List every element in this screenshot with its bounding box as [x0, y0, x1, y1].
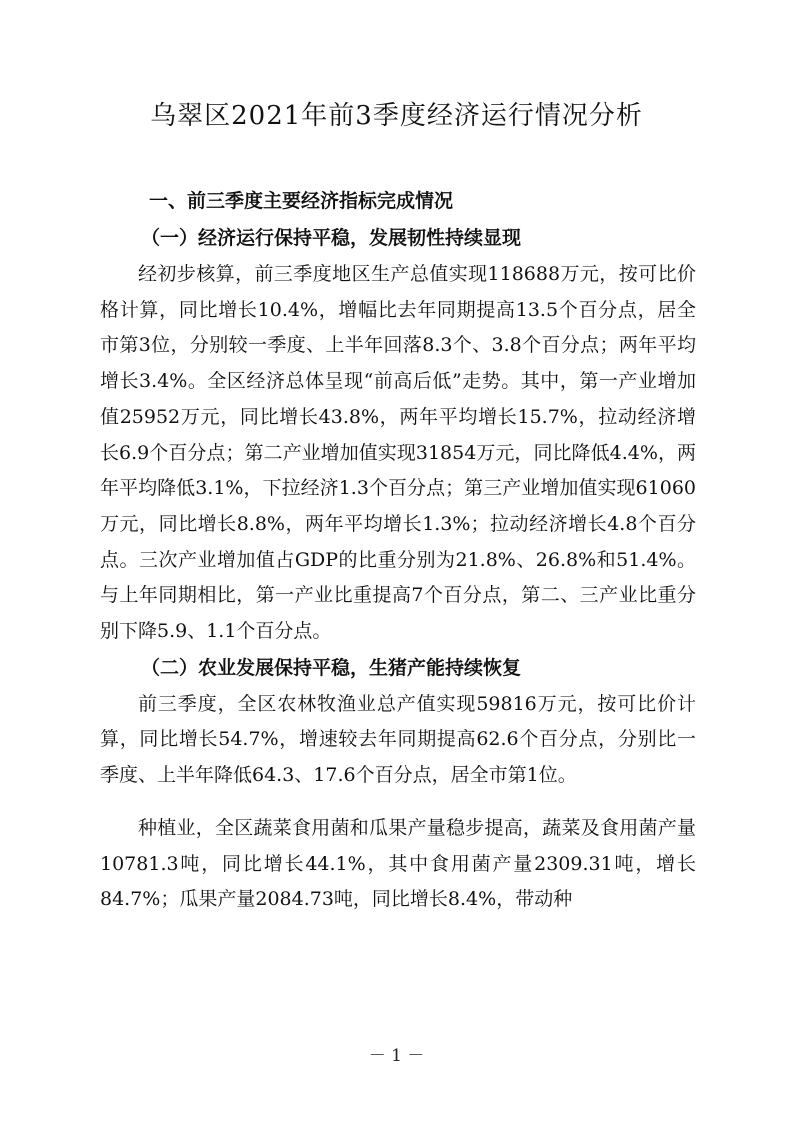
page-number: － 1 － — [368, 1046, 425, 1066]
paragraph-gdp: 经初步核算，前三季度地区生产总值实现118688万元，按可比价格计算，同比增长10.4%，增幅比去年同期提高13.5个百分点，居全市第3位，分别较一季度、上半年回落8.3个、3.8个百分点；两年平均增长3.4%。全区经济总体呈现“前高后低”走势。其中，第一产业增加值25952万元，同比增长43.8%，两年平均增长15.7%，拉动经济增长6.9个百分点；第二产业增加值实现31854万元，同比降低4.4%，两年平均降低3.1%，下拉经济1.3个百分点；第三产业增加值实现61060万元，同比增长8.8%，两年平均增长1.3%；拉动经济增长4.8个百分点。三次产业增加值占GDP的比重分别为21.8%、26.8%和51.4%。与上年同期相比，第一产业比重提高7个百分点，第二、三产业比重分别下降5.9、1.1个百分点。 — [100, 263, 696, 643]
paragraph-agriculture: 前三季度，全区农林牧渔业总产值实现59816万元，按可比价计算，同比增长54.7%，增速较去年同期提高62.6个百分点，分别比一季度、上半年降低64.3、17.6个百分点，居全市第1位。 — [100, 692, 696, 787]
subsection-heading-2: （二）农业发展保持平稳，生猪产能持续恢复 — [141, 656, 522, 679]
document-title: 乌翠区2021年前3季度经济运行情况分析 — [150, 101, 643, 131]
subsection-heading-1: （一）经济运行保持平稳，发展韧性持续显现 — [141, 227, 522, 249]
section-heading: 一、前三季度主要经济指标完成情况 — [149, 190, 454, 212]
paragraph-planting: 种植业，全区蔬菜食用菌和瓜果产量稳步提高，蔬菜及食用菌产量10781.3吨，同比增长44.1%，其中食用菌产量2309.31吨，增长84.7%；瓜果产量2084.73吨，同比增长8.4%，带动种 — [100, 816, 696, 911]
document-body — [100, 183, 696, 918]
